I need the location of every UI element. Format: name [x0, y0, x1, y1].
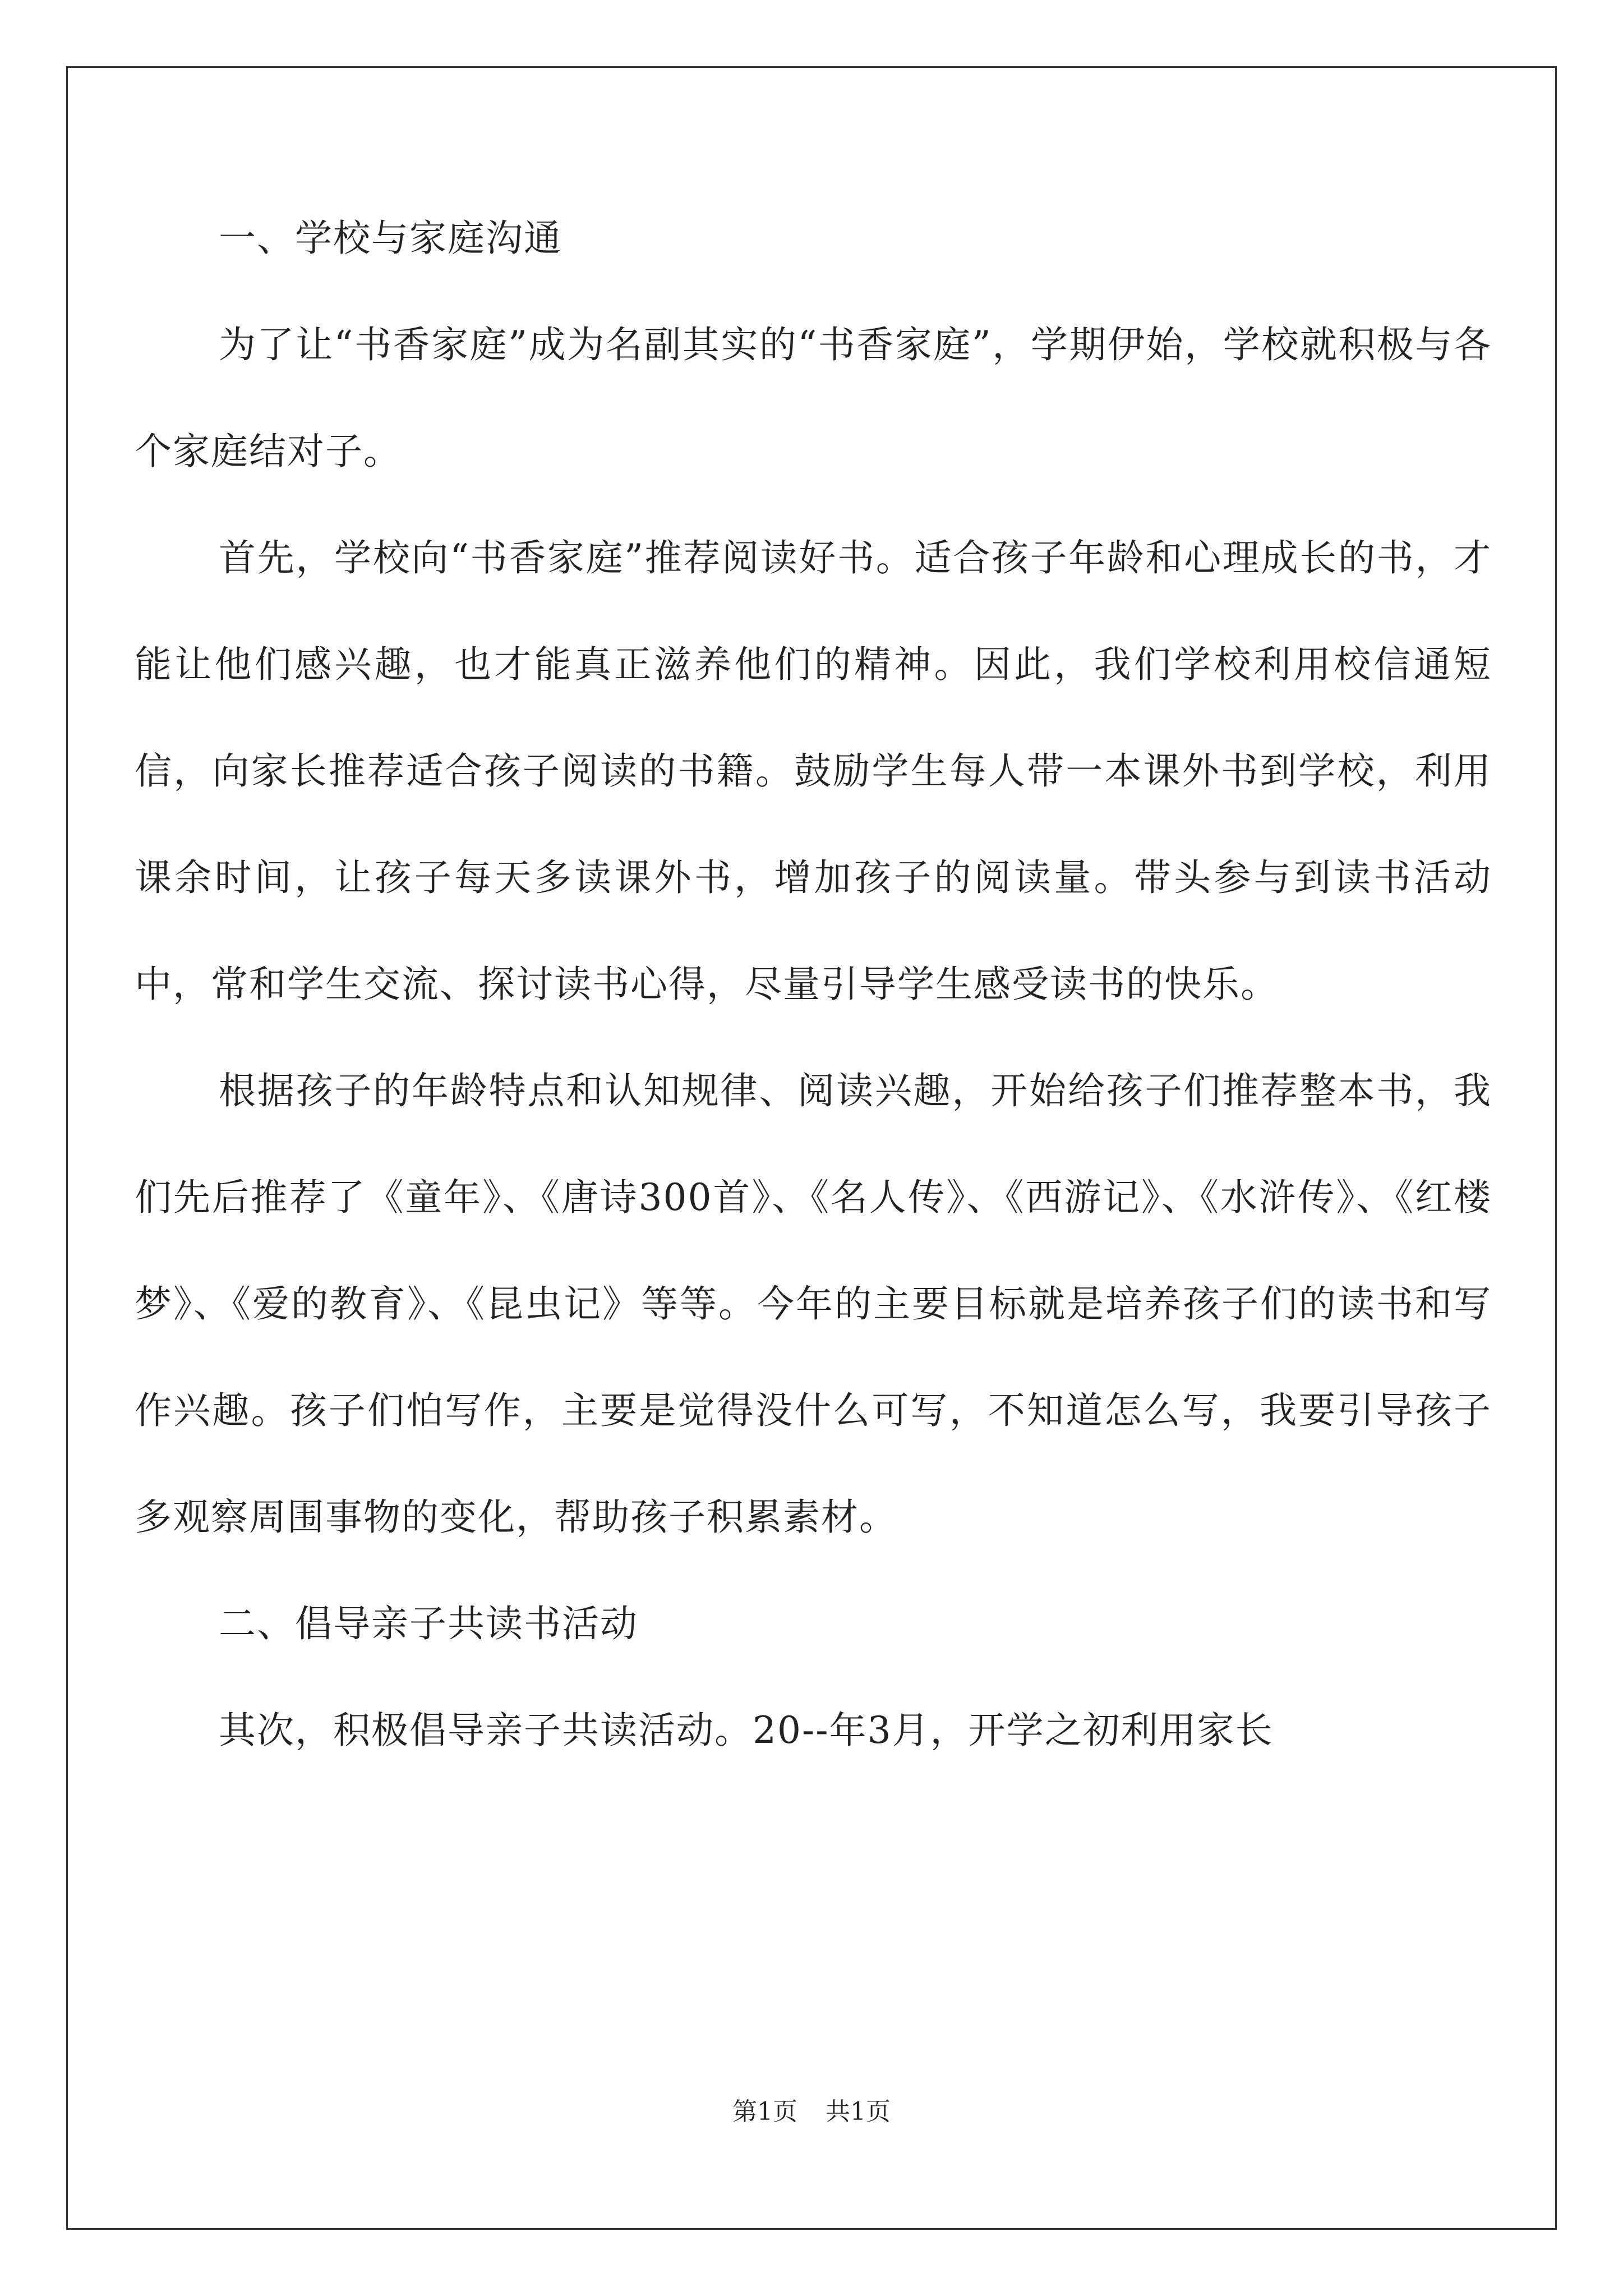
document-body [135, 185, 1492, 1784]
section-heading-1: 一、学校与家庭沟通 [219, 217, 562, 260]
page-footer [0, 2095, 1623, 2129]
paragraph-4: 其次，积极倡导亲子共读活动。20--年3月，开学之初利用家长 [219, 1709, 1274, 1752]
paragraph-2: 首先，学校向“书香家庭”推荐阅读好书。适合孩子年龄和心理成长的书，才能让他们感兴趣，也才能真正滋养他们的精神。因此，我们学校利用校信通短信，向家长推荐适合孩子阅读的书籍。鼓励学生每人带一本课外书到学校，利用课余时间，让孩子每天多读课外书，增加孩子的阅读量。带头参与到读书活动中，常和学生交流、探讨读书心得，尽量引导学生感受读书的快乐。 [135, 536, 1492, 1006]
page-number-total: 共1页 [826, 2097, 891, 2126]
page-number-current: 第1页 [732, 2097, 797, 2126]
section-heading-2: 二、倡导亲子共读书活动 [219, 1602, 638, 1645]
paragraph-3: 根据孩子的年龄特点和认知规律、阅读兴趣，开始给孩子们推荐整本书，我们先后推荐了《童年》、《唐诗300首》、《名人传》、《西游记》、《水浒传》、《红楼梦》、《爱的教育》、《昆虫记》等等。今年的主要目标就是培养孩子们的读书和写作兴趣。孩子们怕写作，主要是觉得没什么可写，不知道怎么写，我要引导孩子多观察周围事物的变化，帮助孩子积累素材。 [135, 1069, 1492, 1539]
paragraph-1: 为了让“书香家庭”成为名副其实的“书香家庭”，学期伊始，学校就积极与各个家庭结对子。 [135, 323, 1492, 473]
